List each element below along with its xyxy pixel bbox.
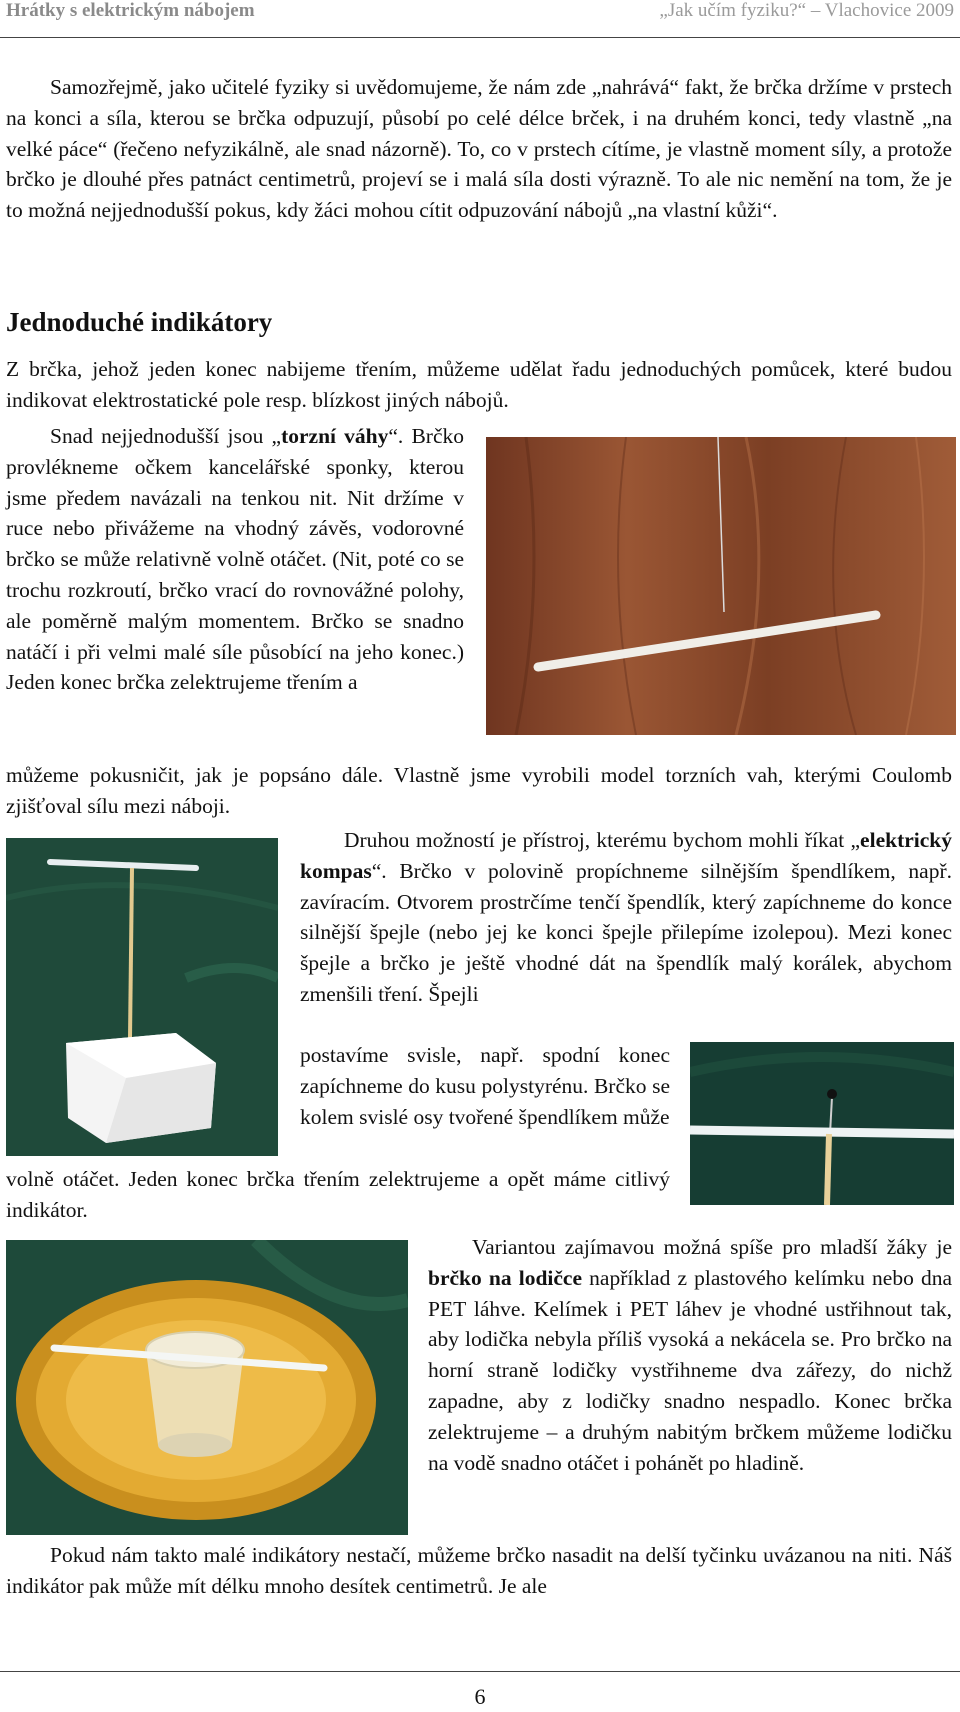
section-heading: Jednoduché indikátory xyxy=(6,307,273,337)
paragraph-torsion xyxy=(6,421,464,698)
paragraph-compass-end: volně otáčet. Jeden konec brčka třením zelektrujeme a opět máme citlivý indikátor. xyxy=(6,1167,670,1222)
photo-electric-compass xyxy=(6,838,278,1156)
page-header xyxy=(0,0,960,38)
photo-compass-pin xyxy=(690,1042,954,1205)
photo-torsion-balance xyxy=(486,437,956,735)
compass-text-b: “. Brčko v polovině propíchneme silnějším špendlíkem, např. zavíracím. Otvorem prostrčíme tenčí špendlík, který zapíchneme do konce silnější špejle (nebo jej ke konci špejle přilepíme izolepou). Mezi konec špejle a brčko je ještě vhodné dát na špendlík malý korálek, abychom zmenšili tření. Špejli xyxy=(300,858,952,1006)
page-number: 6 xyxy=(474,1684,486,1709)
paragraph-boat xyxy=(428,1232,952,1478)
torsion-text-b: “. Brčko provlékneme očkem kancelářské sponky, kterou jsme předem navázali na tenkou nit. Nit držíme v ruce nebo přivážeme na vhodný závěs, vodorovné brčko se může relativně volně otáčet. (Nit, poté co se trochu rozkroutí, brčko vrací do rovnovážné polohy, ale poměrně malým momentem. Brčko se snadno natáčí i při velmi malé síle působící na jeho konec.) Jeden konec brčka zelektrujeme třením a xyxy=(6,424,465,695)
header-rule xyxy=(0,37,960,38)
photo-straw-boat xyxy=(6,1240,408,1535)
compass-text-a: Druhou možností je přístroj, kterému bychom mohli říkat „ xyxy=(344,828,861,852)
paragraph-torsion-cont: můžeme pokusničit, jak je popsáno dále. Vlastně jsme vyrobili model torzních vah, kterými Coulomb zjišťoval sílu mezi náboji. xyxy=(6,763,952,818)
torsion-text-a: Snad nejjednodušší jsou „ xyxy=(50,424,282,448)
paragraph-compass xyxy=(300,825,952,1010)
compass-term: elektrický kompas xyxy=(300,828,952,883)
paragraph-compass-cont: postavíme svisle, např. spodní konec zapíchneme do kusu polystyrénu. Brčko se kolem svislé osy tvořené špendlíkem může xyxy=(300,1043,670,1129)
torsion-term: torzní váhy xyxy=(281,424,389,448)
header-left-title: Hrátky s elektrickým nábojem xyxy=(6,0,255,21)
boat-text-a: Variantou zajímavou možná spíše pro mladší žáky je xyxy=(472,1235,952,1259)
header-right-title: „Jak učím fyziku?“ – Vlachovice 2009 xyxy=(659,0,954,21)
paragraph-longer-indicator: Pokud nám takto malé indikátory nestačí, můžeme brčko nasadit na delší tyčinku uvázanou na niti. Náš indikátor pak může mít délku mnoho desítek centimetrů. Je ale xyxy=(6,1543,952,1598)
paragraph-intro: Samozřejmě, jako učitelé fyziky si uvědomujeme, že nám zde „nahrává“ fakt, že brčka držíme v prstech na konci a síla, kterou se brčka odpuzují, působí po celé délce brček, i na druhém konci, tedy vlastně „na velké páce“ (řečeno nefyzikálně, ale snad názorně). To, co v prstech cítíme, je vlastně moment síly, a protože brčko je dlouhé přes patnáct centimetrů, projeví se i malá síla dosti výrazně. To ale nic nemění na tom, že je to možná nejjednodušší pokus, kdy žáci mohou cítit odpuzování nábojů „na vlastní kůži“. xyxy=(6,75,952,223)
boat-text-b: například z plastového kelímku nebo dna PET láhve. Kelímek i PET láhev je vhodné ustřihnout tak, aby lodička nebyla příliš vysoká a nekácela se. Pro brčko na horní straně lodičky vystřihneme dva zářezy, do nichž zapadne, aby z lodičky snadno nespadlo. Konec brčka zelektrujeme – a druhým nabitým brčkem můžeme lodičku na vodě snadno otáčet i pohánět po hladině. xyxy=(428,1265,952,1475)
paragraph-indicators: Z brčka, jehož jeden konec nabijeme třením, můžeme udělat řadu jednoduchých pomůcek, které budou indikovat elektrostatické pole resp. blízkost jiných nábojů. xyxy=(6,357,952,412)
boat-term: brčko na lodičce xyxy=(428,1265,583,1290)
footer-rule xyxy=(0,1671,960,1672)
